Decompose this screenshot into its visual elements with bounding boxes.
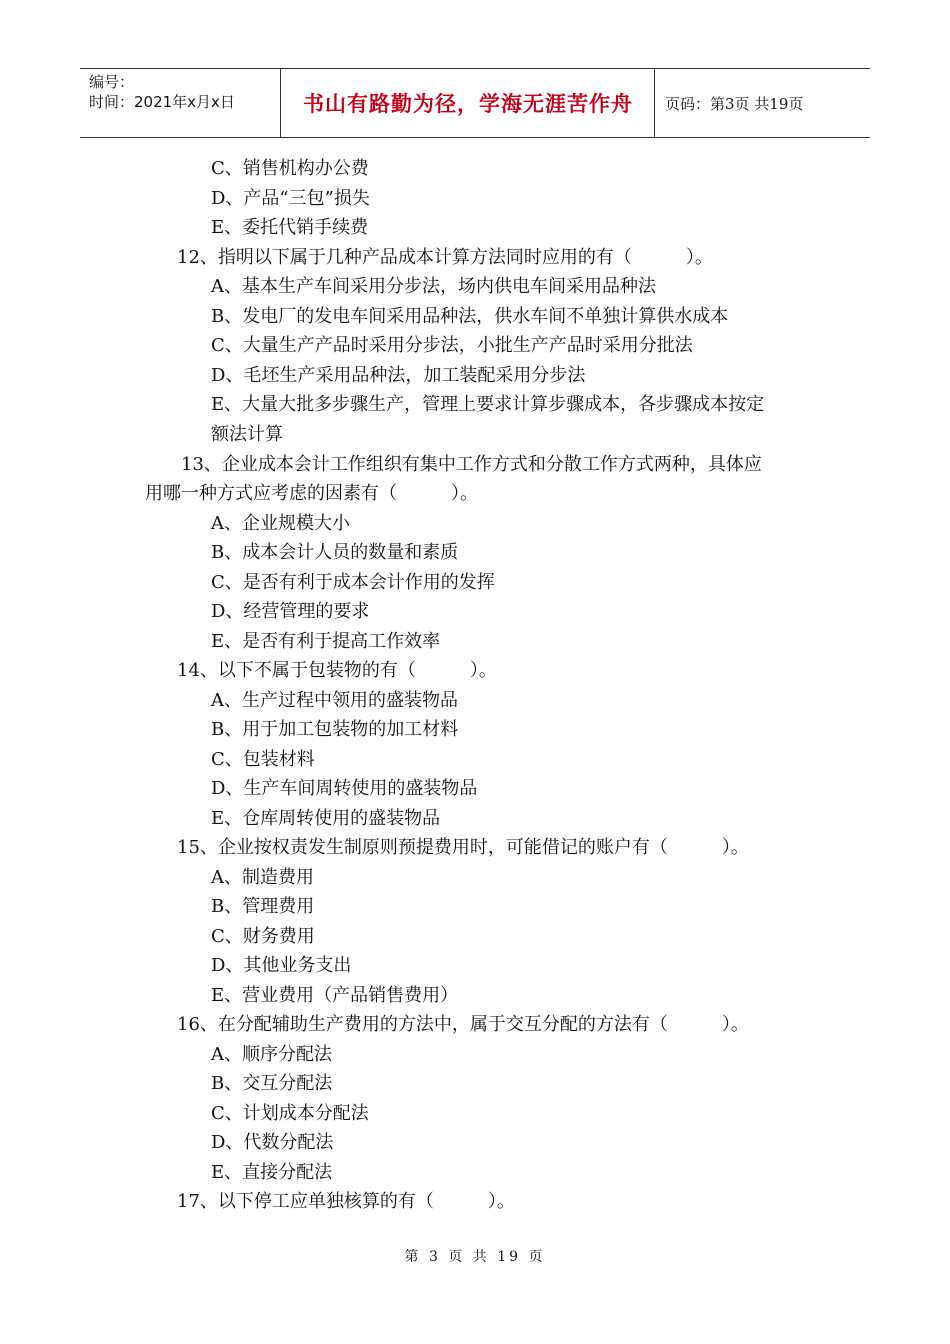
option-11c: C、销售机构办公费 (211, 158, 369, 179)
question-17: 17、以下停工应单独核算的有（ ）。 (177, 1191, 515, 1212)
option-13b: B、成本会计人员的数量和素质 (211, 542, 459, 563)
option-16e: E、直接分配法 (211, 1162, 333, 1183)
question-15: 15、企业按权责发生制原则预提费用时，可能借记的账户有（ ）。 (177, 837, 749, 858)
option-15e: E、营业费用（产品销售费用） (211, 985, 459, 1006)
option-16d: D、代数分配法 (211, 1132, 334, 1153)
option-13a: A、企业规模大小 (211, 513, 350, 534)
question-12: 12、指明以下属于几种产品成本计算方法同时应用的有（ ）。 (177, 247, 713, 268)
option-12e: E、大量大批多步骤生产，管理上要求计算步骤成本，各步骤成本按定 (211, 394, 765, 415)
option-11d: D、产品“三包”损失 (211, 188, 370, 209)
option-15a: A、制造费用 (211, 867, 314, 888)
page-header (80, 68, 870, 138)
option-12a: A、基本生产车间采用分步法，场内供电车间采用品种法 (211, 276, 656, 297)
option-12e-cont: 额法计算 (211, 424, 283, 445)
header-meta (80, 69, 281, 137)
option-16b: B、交互分配法 (211, 1073, 333, 1094)
option-15b: B、管理费用 (211, 896, 315, 917)
option-12c: C、大量生产产品时采用分步法，小批生产产品时采用分批法 (211, 335, 693, 356)
option-15c: C、财务费用 (211, 926, 315, 947)
question-16: 16、在分配辅助生产费用的方法中，属于交互分配的方法有（ ）。 (177, 1014, 749, 1035)
time-label: 时间：2021年x月x日 (89, 93, 235, 111)
serial-label: 编号： (89, 73, 135, 91)
option-16c: C、计划成本分配法 (211, 1103, 369, 1124)
question-13: 13、企业成本会计工作组织有集中工作方式和分散工作方式两种，具体应 (181, 454, 762, 475)
option-16a: A、顺序分配法 (211, 1044, 332, 1065)
question-13-cont: 用哪一种方式应考虑的因素有（ ）。 (145, 483, 478, 504)
option-13e: E、是否有利于提高工作效率 (211, 631, 441, 652)
header-motto: 书山有路勤为径，学海无涯苦作舟 (282, 69, 655, 137)
option-13c: C、是否有利于成本会计作用的发挥 (211, 572, 495, 593)
option-11e: E、委托代销手续费 (211, 217, 369, 238)
question-14: 14、以下不属于包装物的有（ ）。 (177, 660, 497, 681)
option-15d: D、其他业务支出 (211, 955, 352, 976)
option-12b: B、发电厂的发电车间采用品种法，供水车间不单独计算供水成本 (211, 306, 729, 327)
option-14b: B、用于加工包装物的加工材料 (211, 719, 459, 740)
page-footer: 第 3 页 共 19 页 (404, 1249, 546, 1265)
option-13d: D、经营管理的要求 (211, 601, 370, 622)
option-14e: E、仓库周转使用的盛装物品 (211, 808, 441, 829)
option-14d: D、生产车间周转使用的盛装物品 (211, 778, 478, 799)
option-14a: A、生产过程中领用的盛装物品 (211, 690, 458, 711)
option-12d: D、毛坯生产采用品种法，加工装配采用分步法 (211, 365, 586, 386)
header-page-info: 页码：第3页 共19页 (665, 94, 804, 113)
option-14c: C、包装材料 (211, 749, 315, 770)
